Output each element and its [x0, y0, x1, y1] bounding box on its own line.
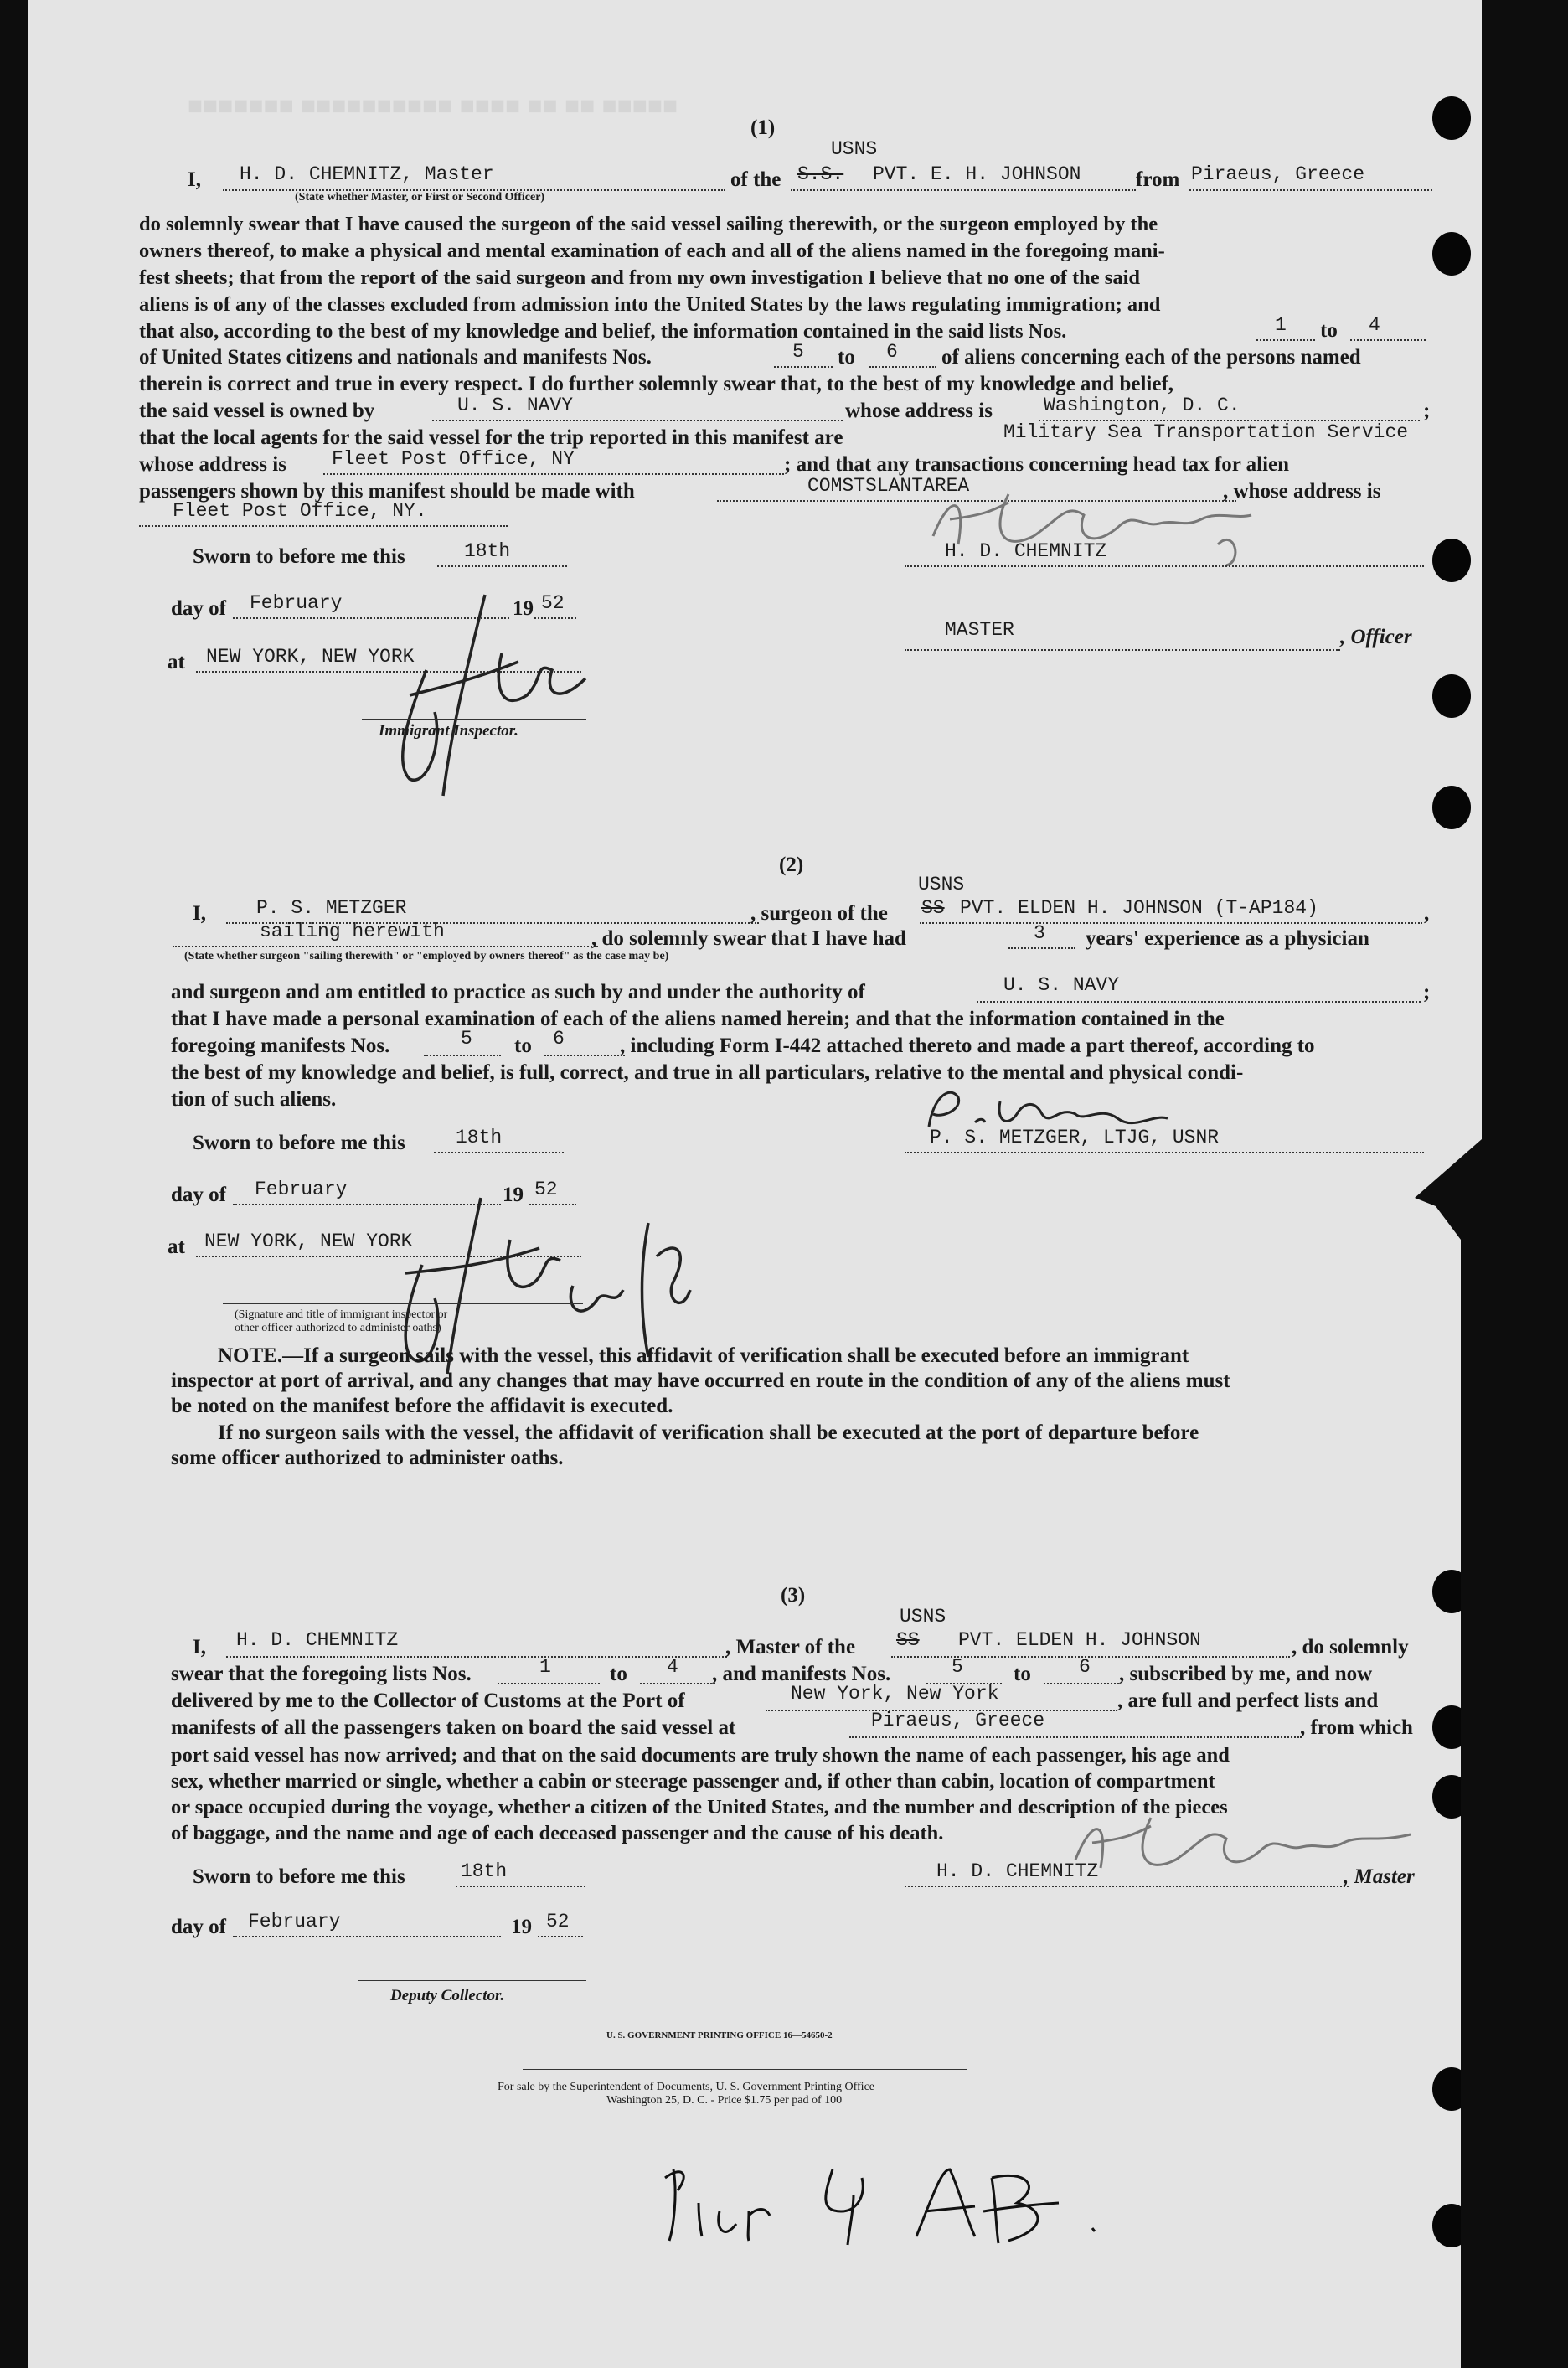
master-name: H. D. CHEMNITZ: [236, 1629, 399, 1651]
year: 52: [541, 592, 565, 614]
vessel-name: PVT. ELDEN H. JOHNSON (T-AP184): [960, 897, 1318, 919]
agent-address: Fleet Post Office, NY: [332, 448, 575, 470]
section-2-number: (2): [779, 854, 804, 876]
punch-hole: [1432, 539, 1471, 582]
officer-name: H. D. CHEMNITZ, Master: [240, 163, 494, 185]
sailing-status: sailing herewith: [260, 921, 445, 942]
vessel-prefix: USNS: [831, 138, 878, 160]
sworn-day: 18th: [456, 1127, 503, 1148]
handwritten-note: [640, 2144, 1109, 2253]
section-1-number: (1): [750, 116, 776, 139]
i-label: I,: [188, 168, 201, 191]
lists-from: 1: [1275, 314, 1287, 336]
year: 52: [534, 1179, 558, 1200]
section-3-body: port said vessel has now arrived; and that on the said documents are truly shown the name of each passenger, his age and sex, whether married or single, whether a cabin or steerage passenger and, if other than cabin, location of compartment or space occupied during the voyage, whether a citizen of the United States, and the number and description of the pieces of baggage, and the name and age of each deceased passenger and the cause of his death.: [171, 1744, 1230, 1844]
manifests-from: 5: [461, 1028, 472, 1050]
vessel-prefix: USNS: [900, 1606, 946, 1628]
month: February: [250, 592, 343, 614]
section-1-body: do solemnly swear that I have caused the surgeon of the said vessel sailing therewith, or the surgeon employed by the owners thereof, to make a physical and mental examination of each and all of the aliens named in the foregoing mani- fest sheets; that from the report of the said surgeon and from my own investigation I believe that no one of the said aliens is of any of the classes excluded from admission into the United States by the laws regulating immigration; and that also, according to the best of my knowledge and belief, the information contained in the said lists Nos.: [139, 213, 1165, 343]
lists-to: 4: [1369, 314, 1380, 336]
note-line-5: some officer authorized to administer oaths.: [171, 1447, 564, 1469]
manifest-page: ■■■■■ ■■ ■■ ■■■■ ■■■■■■■■■■ ■■■■■■■ (1) USNS I, H. D. CHEMNITZ, Master (State whether Master, or First or Second Officer) of the S.S. PVT. E. H. JOHNSON from Piraeus, Greece do solemnly swear that I have caused the surgeon of the said vessel sailing therewith, or the surgeon employed by the owners thereof, to make a physical and mental examination of each and all of the aliens named in the foregoing mani- fest sheets; that from the report of the said surgeon and from my own investigation I believe that no one of the said aliens is of any of the classes excluded from admission into the United States by the laws regulating immigration; and that also, according to the best of my knowledge and belief, the information contained in the said lists Nos. 1 to 4 of United States citizens and nationals and manifests Nos. 5 to 6 of aliens concerning each of the persons named therein is correct and true in every respect. I do further solemnly swear that, to the best of my knowledge and belief, the said vessel is owned by U. S. NAVY whose address is Washington, D. C. ; that the local agents for the said vessel for the trip reported in this manifest are Military Sea Transportation Service whose address is Fleet Post Office, NY ; and that any transactions concerning head tax for alien passengers shown by this manifest should be made with COMSTSLANTAREA , whose address is Fleet Post Office, NY. Sworn to before me this 18th H. D. CHEMNITZ day of February 19 52 MASTER , Officer at NEW YORK, NEW YORK Immigrant Inspector. (2) USNS I, P. S. METZGER , surgeon of the SS PVT. ELDEN H. JOHNSON (T-AP184) , sailing herewith , do solemnly swear that I have had 3 years' experience as a physician (State whether surgeon "sailing therewith" or "employed by owners thereof" as the case may be) and surgeon and am entitled to practice as such by and under the authority of U. S. NAVY ; that I have made a personal examination of each of the aliens named herein; and that the information contained in the foregoing manifests Nos. 5 to 6 , including Form I-442 attached thereto and made a part thereof, according to the best of my knowledge and belief, is full, correct, and true in all particulars, relative to the mental and physical condi- tion of such aliens. Sworn to before me this 18th P. S. METZGER, LTJG, USNR day of February 19 52 at NEW YORK, NEW YORK (Signature and title of immigrant inspector or other officer authorized to administer oaths) NOTE.—If a surgeon sails with the vessel, this affidavit of verification shall be executed before an immigrant inspector at port of arrival, and any changes that may have occurred en route in the condition of any of the aliens must be noted on the manifest before the affidavit is executed. If no surgeon sails with the vessel, the affidavit of verification shall be executed at the port of departure before some officer authorized to administer oaths. (3) USNS I, H. D. CHEMNITZ , Master of the SS PVT. ELDEN H. JOHNSON , do solemnly swear that the foregoing lists Nos. 1 to 4 , and manifests Nos. 5 to 6 , subscribed by me, and now delivered by me to the Collector of Customs at the Port of New York, New York , are full and perfect lists and manifests of all the passengers taken on board the said vessel at Piraeus, Greece , from which port said vessel has now arrived; and that on the said documents are truly shown the name of each passenger, his age and sex, whether married or single, whether a cabin or steerage passenger and, if other than cabin, location of compartment or space occupied during the voyage, whether a citizen of the United States, and the number and description of the pieces of baggage, and the name and age of each deceased passenger and the cause of his death. Sworn to before me this 18th H. D. CHEMNITZ , Master day of February 19 52 Deputy Collector. U. S. GOVERNMENT PRINTING OFFICE 16—54650-2 For sale by the Superintendent of Documents, U. S. Government Printing Office Washington 25, D. C. - Price $1.75 per pad of 100: [28, 0, 1482, 2368]
note-line-3: be noted on the manifest before the affidavit is executed.: [171, 1395, 673, 1417]
authority: U. S. NAVY: [1003, 974, 1120, 996]
head-tax-address: Fleet Post Office, NY.: [173, 500, 427, 522]
lists-to: 4: [667, 1656, 678, 1678]
surgeon-note: (State whether surgeon "sailing therewith" or "employed by owners thereof" as the case may be): [184, 950, 669, 962]
section-3-number: (3): [781, 1584, 806, 1607]
agents: Military Sea Transportation Service: [1003, 421, 1409, 443]
signer-typed: P. S. METZGER, LTJG, USNR: [930, 1127, 1220, 1148]
punch-hole: [1432, 674, 1471, 718]
officer-note: (State whether Master, or First or Second Officer): [295, 191, 545, 204]
place: NEW YORK, NEW YORK: [206, 646, 415, 668]
sworn-day: 18th: [461, 1860, 508, 1882]
signer-typed: H. D. CHEMNITZ: [936, 1860, 1099, 1882]
owner-address: Washington, D. C.: [1044, 395, 1240, 416]
port: New York, New York: [791, 1683, 999, 1705]
sig-caption-2: other officer authorized to administer oaths): [235, 1322, 441, 1334]
punch-hole: [1432, 232, 1471, 276]
place: NEW YORK, NEW YORK: [204, 1230, 413, 1252]
note-line-1: NOTE.—If a surgeon sails with the vessel, this affidavit of verification shall be executed before an immigrant: [218, 1344, 1189, 1367]
lists-from: 1: [539, 1656, 551, 1678]
signer-typed: H. D. CHEMNITZ: [945, 540, 1107, 562]
manifests-to: 6: [886, 341, 898, 363]
head-tax-party: COMSTSLANTAREA: [807, 475, 970, 497]
vessel-name: PVT. ELDEN H. JOHNSON: [958, 1629, 1201, 1651]
from-port: Piraeus, Greece: [1191, 163, 1365, 185]
vessel-prefix: USNS: [918, 874, 965, 895]
sale-line-2: Washington 25, D. C. - Price $1.75 per pad of 100: [606, 2094, 843, 2107]
year: 52: [546, 1911, 570, 1932]
note-line-2: inspector at port of arrival, and any changes that may have occurred en route in the condition of any of the aliens must: [171, 1370, 1230, 1392]
manifests-from: 5: [792, 341, 804, 363]
struck-vessel-type: SS: [921, 897, 945, 919]
from-label: from: [1136, 168, 1180, 191]
sworn-day: 18th: [464, 540, 511, 562]
punch-hole: [1432, 786, 1471, 829]
manifests-to: 6: [553, 1028, 565, 1050]
sale-line-1: For sale by the Superintendent of Documents, U. S. Government Printing Office: [498, 2081, 874, 2093]
owner: U. S. NAVY: [457, 395, 574, 416]
struck-vessel-type: S.S.: [797, 163, 844, 185]
bleed-through-text: ■■■■■ ■■ ■■ ■■■■ ■■■■■■■■■■ ■■■■■■■: [188, 93, 678, 121]
inspector-caption: Immigrant Inspector.: [379, 722, 518, 740]
years: 3: [1034, 922, 1045, 944]
struck-vessel-type: SS: [896, 1629, 920, 1651]
surgeon-name: P. S. METZGER: [256, 897, 407, 919]
note-line-4: If no surgeon sails with the vessel, the affidavit of verification shall be executed at the port of departure before: [218, 1421, 1199, 1444]
of-the-label: of the: [730, 168, 781, 191]
manifests-from: 5: [952, 1656, 963, 1678]
month: February: [248, 1911, 341, 1932]
gpo-code: U. S. GOVERNMENT PRINTING OFFICE 16—54650-2: [606, 2030, 833, 2040]
manifests-to: 6: [1079, 1656, 1091, 1678]
taken-at: Piraeus, Greece: [871, 1710, 1045, 1731]
collector-caption: Deputy Collector.: [390, 1987, 505, 2004]
sig-caption-1: (Signature and title of immigrant inspector or: [235, 1308, 448, 1321]
vessel-name: PVT. E. H. JOHNSON: [873, 163, 1081, 185]
punch-hole: [1432, 96, 1471, 140]
inspector-signature: [359, 578, 602, 813]
month: February: [255, 1179, 348, 1200]
title-typed: MASTER: [945, 619, 1014, 641]
